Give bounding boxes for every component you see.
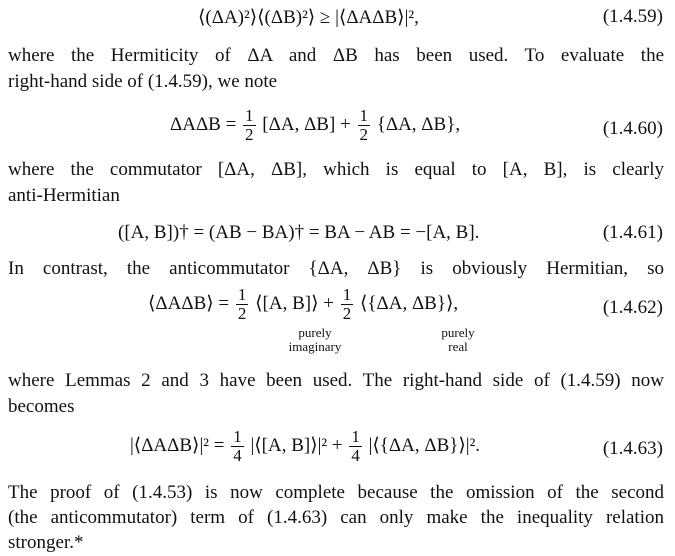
equation-1-4-59 [198, 6, 419, 29]
fraction: $\frac{1}{2}$ [245, 106, 254, 144]
paragraph-line: right-hand side of (1.4.59), we note [8, 71, 278, 92]
equation-term: [ΔA, ΔB] + [262, 113, 351, 135]
equation-expression: ⟨(ΔA)²⟩⟨(ΔB)²⟩ ≥ |⟨ΔAΔB⟩|², [198, 7, 419, 28]
fraction: $\frac{1}{2}$ [359, 106, 368, 144]
equation-term: {ΔA, ΔB}, [376, 113, 461, 135]
equation-lhs: |⟨ΔAΔB⟩|² = [130, 434, 225, 456]
fraction: $\frac{1}{4}$ [233, 427, 242, 465]
equation-1-4-61 [118, 222, 479, 244]
equation-number: (1.4.59) [602, 6, 663, 27]
paragraph-line: The proof of (1.4.53) is now complete because the omission of the second [8, 482, 664, 503]
equation-1-4-63 [130, 428, 480, 465]
paragraph-line: where Lemmas 2 and 3 have been used. The right-hand side of (1.4.59) now [8, 370, 664, 391]
underbrace-label: purely real [441, 325, 475, 354]
fraction: $\frac{1}{4}$ [351, 427, 360, 465]
paragraph-line: In contrast, the anticommutator {ΔA, ΔB} is obviously Hermitian, so [8, 258, 664, 279]
equation-term: |⟨[A, B]⟩|² + [250, 434, 343, 456]
equation-1-4-60 [170, 107, 460, 144]
paragraph-line: anti-Hermitian [8, 185, 120, 206]
paragraph-line: (the anticommutator) term of (1.4.63) can only make the inequality relation [8, 507, 664, 528]
equation-expression: ([A, B])† = (AB − BA)† = BA − AB = −[A, B]. [118, 222, 480, 243]
fraction: $\frac{1}{2}$ [342, 285, 352, 323]
equation-term: ⟨[A, B]⟩ + [255, 292, 334, 314]
equation-number: (1.4.63) [602, 438, 663, 459]
paragraph-line: where the commutator [ΔA, ΔB], which is equal to [A, B], is clearly [8, 159, 664, 180]
underbrace-label: purely imaginary [288, 325, 342, 354]
equation-lhs: ⟨ΔAΔB⟩ = [148, 292, 230, 314]
equation-term: ⟨{ΔA, ΔB}⟩, [359, 292, 459, 314]
fraction: $\frac{1}{2}$ [237, 285, 247, 323]
paragraph-line: becomes [8, 396, 75, 417]
paragraph-line: stronger.* [8, 532, 84, 553]
paragraph-line: where the Hermiticity of ΔA and ΔB has been used. To evaluate the [8, 45, 664, 66]
equation-number: (1.4.60) [602, 118, 663, 139]
equation-number: (1.4.62) [602, 297, 663, 318]
equation-1-4-62 [148, 286, 458, 323]
equation-number: (1.4.61) [602, 222, 663, 243]
equation-term: |⟨{ΔA, ΔB}⟩|². [368, 434, 481, 456]
equation-lhs: ΔAΔB = [170, 113, 237, 135]
